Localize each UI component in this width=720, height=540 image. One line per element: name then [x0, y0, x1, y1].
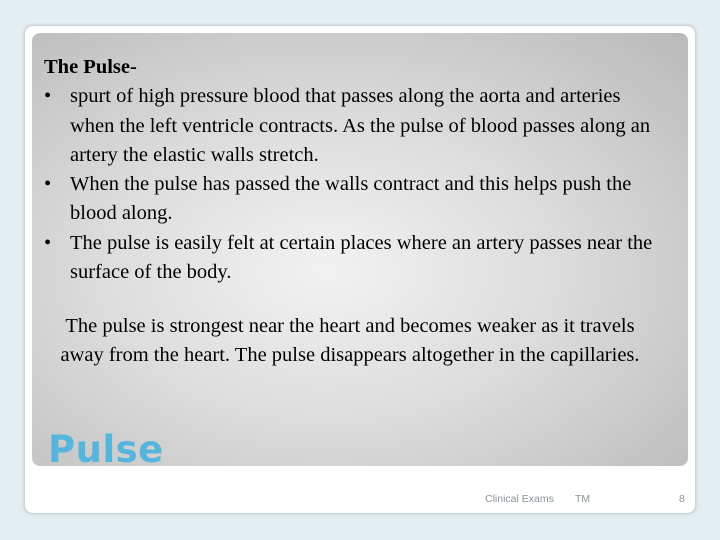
bullet-item: [44, 82, 664, 170]
slide-heading: The Pulse-: [44, 56, 137, 78]
page-number: 8: [679, 493, 685, 505]
bullet-text: The pulse is easily felt at certain places where an artery passes near the surface of the body.: [70, 231, 653, 284]
slide-title: Pulse: [48, 428, 164, 471]
footer-text: Clinical Exams: [485, 493, 554, 505]
bullet-icon: •: [44, 85, 52, 108]
summary-paragraph: The pulse is strongest near the heart and becomes weaker as it travels away from the heart. The pulse disappears altogether in the capillaries.: [60, 315, 640, 367]
bullet-list: [44, 82, 664, 287]
bullet-icon: •: [44, 231, 52, 254]
bullet-item: [44, 170, 664, 229]
bullet-text: spurt of high pressure blood that passes along the aorta and arteries when the left ventricle contracts. As the pulse of blood passes along an artery the elastic walls stretch.: [70, 85, 651, 166]
bullet-item: [44, 229, 664, 288]
slide-body: [44, 53, 664, 287]
bullet-icon: •: [44, 173, 52, 196]
footer-mark: TM: [575, 493, 591, 505]
bullet-text: When the pulse has passed the walls contract and this helps push the blood along.: [70, 173, 632, 225]
